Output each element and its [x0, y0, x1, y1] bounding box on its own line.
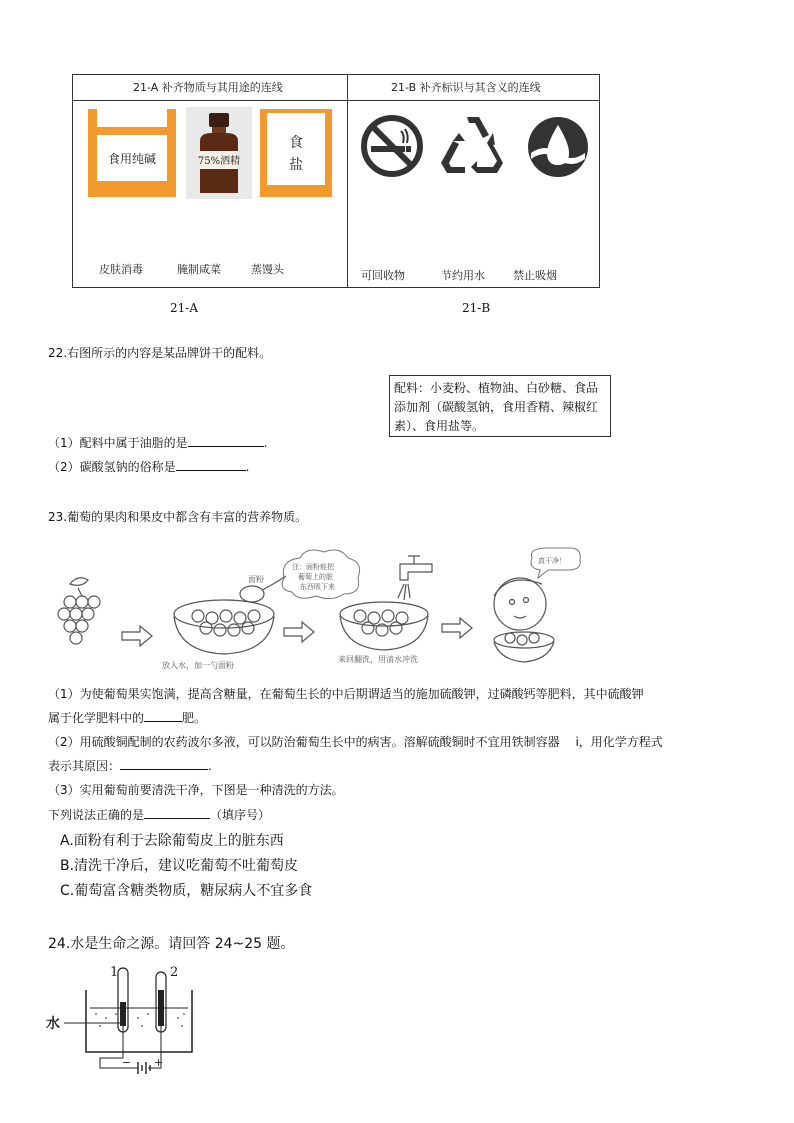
q23-option-c: C.葡萄富含糖类物质，糖尿病人不宜多食 [60, 883, 313, 899]
plus-sign: + [154, 1056, 164, 1069]
q23-equation-blank[interactable] [120, 757, 208, 770]
caption-21a: 21-A [170, 301, 198, 315]
kid-bubble-text: 真干净！ [538, 557, 566, 565]
caption-21b: 21-B [462, 301, 491, 315]
arrow-icon [284, 622, 314, 642]
flour-label: 面粉 [248, 575, 264, 584]
q22-stem: 22.右图所示的内容是某品牌饼干的配料。 [48, 346, 272, 360]
grape-cluster-icon [58, 578, 100, 644]
panel-b-title: 21-B 补齐标识与其含义的连线 [391, 81, 541, 94]
q23-sub3: （3）实用葡萄前要清洗干净，下图是一种清洗的方法。 [48, 783, 344, 797]
salt-label-1: 食 [289, 135, 303, 151]
q22-answer2-blank[interactable] [176, 458, 246, 471]
q23-sub2-end: . [208, 759, 212, 773]
svg-text:注：面粉能把: 注：面粉能把 [292, 563, 334, 571]
use-pickle: 腌制咸菜 [177, 263, 221, 276]
step2-caption: 来回翻洗，用清水冲洗 [338, 655, 418, 664]
q23-sub3-question [48, 806, 270, 823]
arrow-icon [122, 626, 152, 646]
meaning-recyclable: 可回收物 [361, 269, 405, 282]
svg-text:葡萄上的脏: 葡萄上的脏 [298, 573, 333, 581]
meaning-save-water: 节约用水 [441, 269, 485, 282]
q23-sub1-text: 属于化学肥料中的 [48, 711, 145, 725]
step1-caption: 放入水，加一勺面粉 [162, 661, 234, 670]
ingredient-box: 配料：小麦粉、植物油、白砂糖、食品添加剂（碳酸氢钠，食用香精、辣椒红素）、食用盐等。 [389, 375, 611, 437]
q23-fertilizer-blank[interactable] [144, 709, 182, 722]
q23-sub1-line2 [48, 709, 206, 726]
water-saving-icon [525, 113, 591, 181]
svg-text:东西吸下来: 东西吸下来 [300, 583, 335, 591]
kid-eating-icon [494, 578, 554, 662]
salt-package-image [259, 107, 333, 199]
q22-sub2-text: （2）碳酸氢钠的俗称是 [48, 460, 176, 474]
minus-sign: − [122, 1056, 132, 1069]
q23-option-b: B.清洗干净后，建议吃葡萄不吐葡萄皮 [60, 858, 299, 874]
alcohol-bottle-image [186, 107, 252, 199]
water-label: 水 [46, 1016, 60, 1032]
tube-1-label: 1 [110, 965, 119, 980]
q23-sub1-line1: （1）为使葡萄果实饱满，提高含糖量，在葡萄生长的中后期谓适当的施加硫酸钾，过磷酸钙等肥料，其中硫酸钾 [48, 687, 644, 701]
alcohol-label: 75%酒精 [197, 156, 241, 167]
q23-option-a: A.面粉有利于去除葡萄皮上的脏东西 [60, 833, 284, 849]
q23-sub2-line2 [48, 757, 212, 774]
q23-sub3-hint: （填序号） [210, 808, 271, 822]
electrolysis-apparatus [44, 962, 204, 1076]
bowl-icon [174, 600, 274, 654]
tube-2-label: 2 [170, 965, 179, 980]
q22-sub2-end: . [245, 460, 250, 474]
recycle-icon [437, 111, 509, 181]
soda-label: 食用纯碱 [107, 152, 157, 166]
grape-washing-figure [48, 544, 588, 672]
salt-label-2: 盐 [289, 157, 303, 173]
q23-sub3-q-text: 下列说法正确的是 [48, 808, 145, 822]
q23-choice-blank[interactable] [144, 806, 210, 819]
q22-sub1-end: . [263, 436, 268, 450]
no-smoking-icon [359, 113, 425, 179]
panel-a-title: 21-A 补齐物质与其用途的连线 [133, 81, 283, 94]
q23-sub2-text: 表示其原因： [48, 759, 121, 773]
faucet-icon [398, 556, 432, 600]
q21-panel [72, 74, 600, 288]
q22-sub1-text: （1）配料中属于油脂的是 [48, 436, 188, 450]
q24-stem: 24.水是生命之源。请回答 24~25 题。 [48, 936, 295, 952]
meaning-no-smoking: 禁止吸烟 [513, 269, 557, 282]
q23-sub1-end: 肥。 [182, 711, 207, 725]
q22-sub1 [48, 434, 267, 451]
q23-stem: 23.葡萄的果肉和果皮中都含有丰富的营养物质。 [48, 510, 308, 524]
use-steam-bun: 蒸馒头 [251, 263, 284, 276]
bowl-icon [340, 602, 428, 650]
arrow-icon [442, 618, 472, 638]
q22-answer1-blank[interactable] [188, 434, 264, 447]
use-disinfect: 皮肤消毒 [99, 263, 143, 276]
q23-sub2-line1: （2）用硫酸铜配制的农药波尔多液，可以防治葡萄生长中的病害。溶解硫酸铜时不宜用铁制容器 i，用化学方程式 [48, 735, 663, 749]
q22-sub2 [48, 458, 249, 475]
soda-package-image [87, 107, 177, 199]
